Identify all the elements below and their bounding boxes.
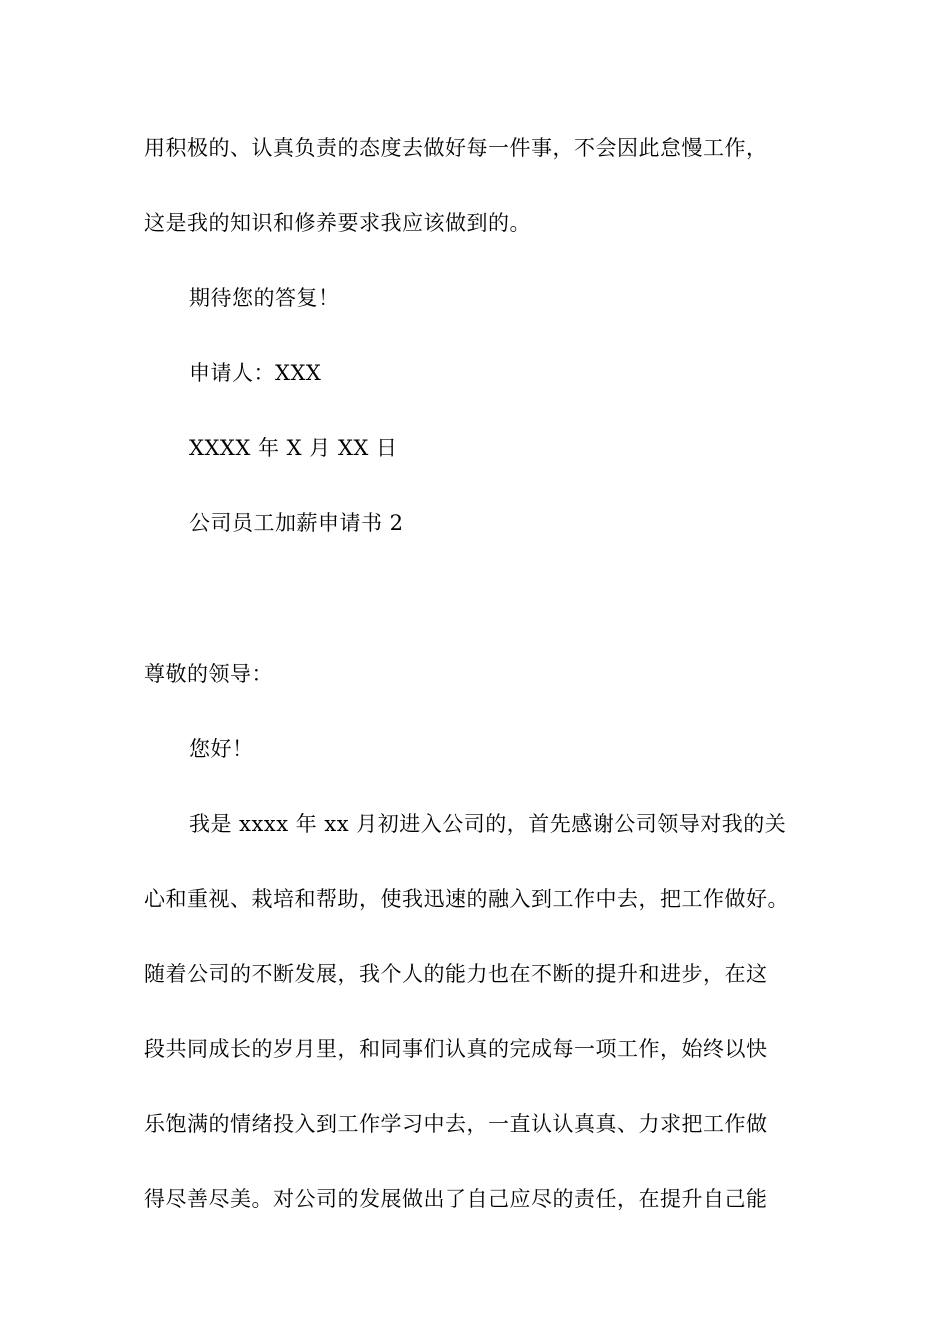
paragraph-line: 乐饱满的情绪投入到工作学习中去，一直认认真真、力求把工作做 [144,1112,768,1136]
section-title: 公司员工加薪申请书 2 [189,511,404,535]
paragraph-line: 我是 xxxx 年 xx 月初进入公司的，首先感谢公司领导对我的关 [189,812,787,836]
salutation: 尊敬的领导： [144,662,273,686]
paragraph-line: 随着公司的不断发展，我个人的能力也在不断的提升和进步，在这 [144,962,768,986]
applicant-signature: 申请人：XXX [189,361,322,385]
paragraph-line: 得尽善尽美。对公司的发展做出了自己应尽的责任，在提升自己能 [144,1187,768,1211]
date-line: XXXX 年 X 月 XX 日 [189,436,398,460]
paragraph-line: 用积极的、认真负责的态度去做好每一件事，不会因此怠慢工作， [144,136,768,160]
paragraph-line: 心和重视、栽培和帮助，使我迅速的融入到工作中去，把工作做好。 [144,887,789,911]
closing-line: 期待您的答复！ [189,286,340,310]
paragraph-line: 这是我的知识和修养要求我应该做到的。 [144,211,531,235]
paragraph-line: 段共同成长的岁月里，和同事们认真的完成每一项工作，始终以快 [144,1037,768,1061]
greeting: 您好！ [189,737,254,761]
